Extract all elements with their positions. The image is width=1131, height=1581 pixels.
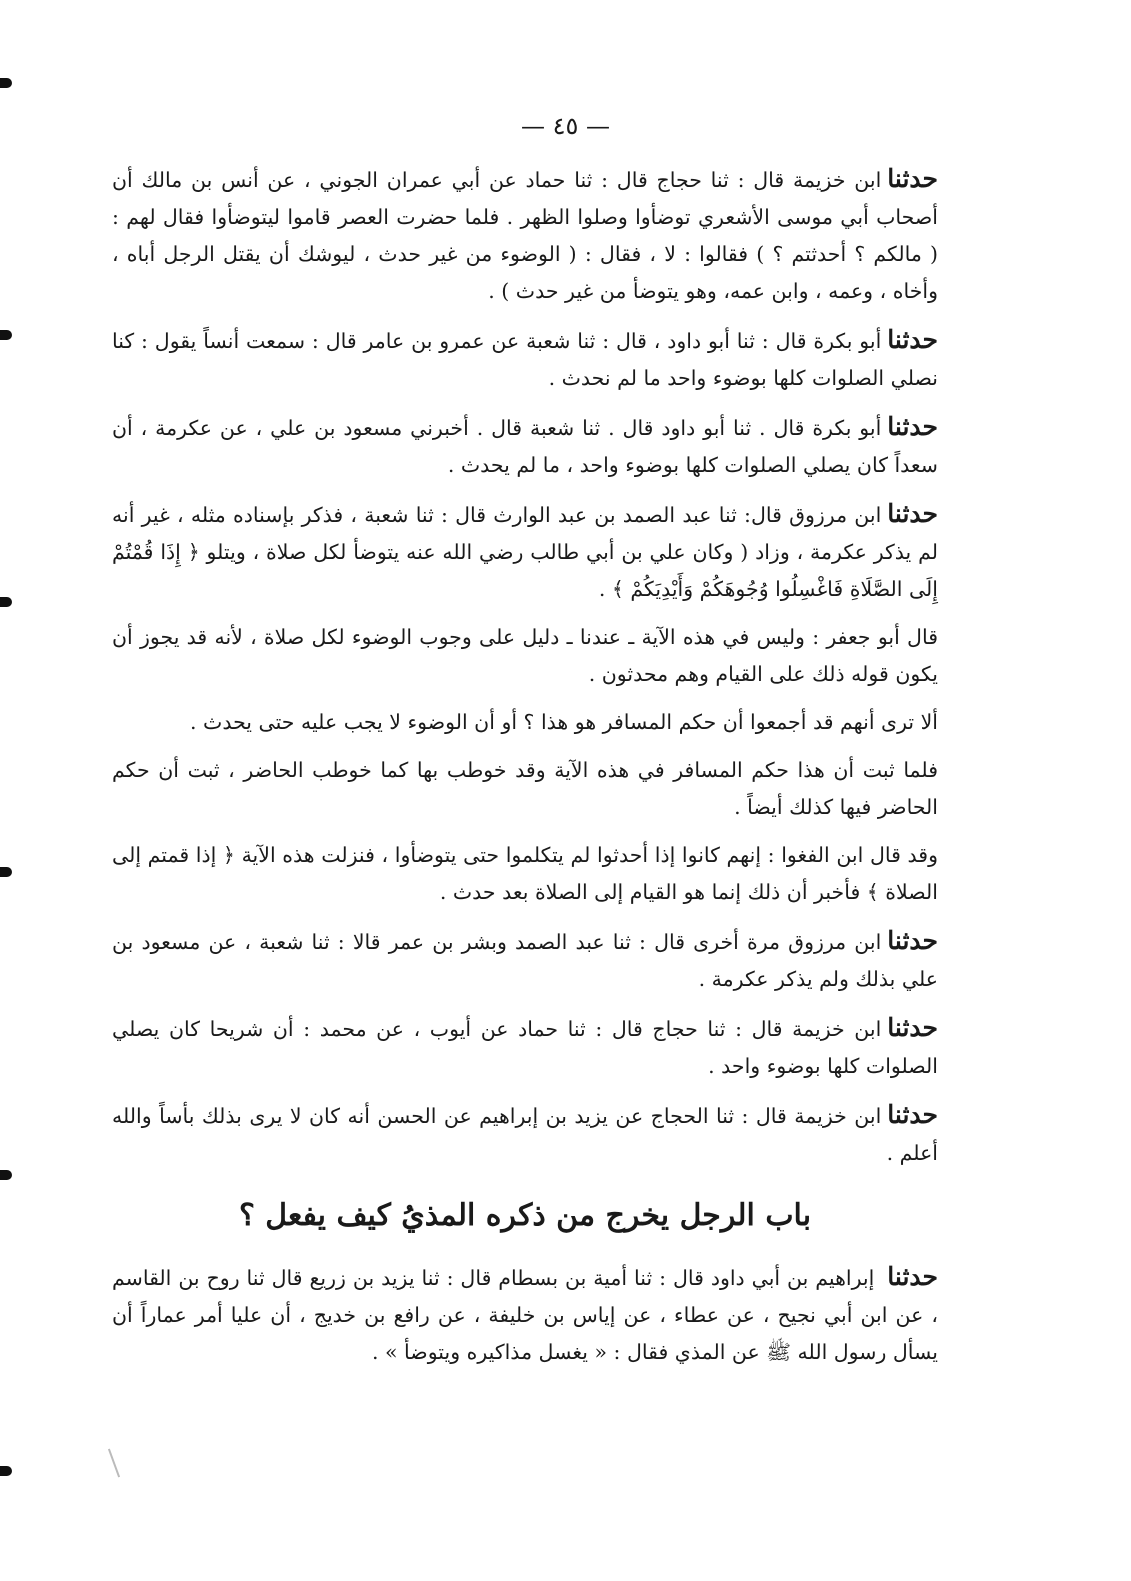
hadith-marker: حدثنا: [887, 926, 938, 955]
margin-mark: [0, 597, 12, 607]
paragraph: [112, 619, 938, 693]
paragraph: [112, 752, 938, 826]
final-paragraph: [112, 1258, 938, 1371]
paragraph-text: ابن مرزوق مرة أخرى قال : ثنا عبد الصمد وبشر بن عمر قالا : ثنا شعبة ، عن مسعود بن علي بذلك ولم يذكر عكرمة .: [112, 930, 938, 991]
margin-mark: [0, 1466, 12, 1476]
page-body: [112, 160, 938, 1382]
paragraph-text: أبو بكرة قال : ثنا أبو داود ، قال : ثنا شعبة عن عمرو بن عامر قال : سمعت أنساً يقول : كنا نصلي الصلوات كلها بوضوء واحد ما لم نحدث .: [112, 329, 938, 390]
paragraph-list: [112, 160, 938, 1172]
paragraph-text: ألا ترى أنهم قد أجمعوا أن حكم المسافر هو هذا ؟ أو أن الوضوء لا يجب عليه حتى يحدث .: [189, 710, 938, 734]
paragraph: [112, 922, 938, 998]
page-number: — ٤٥ —: [520, 112, 611, 140]
hadith-marker: حدثنا: [887, 499, 938, 528]
paragraph-text: فلما ثبت أن هذا حكم المسافر في هذه الآية وقد خوطب بها كما خوطب الحاضر ، ثبت أن حكم الحاضر فيها كذلك أيضاً .: [112, 758, 938, 819]
margin-mark: [0, 330, 12, 340]
paragraph: [112, 1009, 938, 1085]
paragraph-text: إبراهيم بن أبي داود قال : ثنا أمية بن بسطام قال : ثنا يزيد بن زريع قال ثنا روح بن القاسم ، عن ابن أبي نجيح ، عن عطاء ، عن إياس بن خليفة ، عن رافع بن خديج ، أن عليا أمر عماراً أن يسأل رسول الله ﷺ عن المذي فقال : « يغسل مذاكيره ويتوضأ » .: [112, 1266, 938, 1364]
hadith-marker: حدثنا: [887, 1100, 938, 1129]
paragraph: [112, 837, 938, 911]
paragraph: [112, 1096, 938, 1172]
chapter-title: باب الرجل يخرج من ذكره المذيُ كيف يفعل ؟: [238, 1198, 812, 1233]
paragraph-text: ابن خزيمة قال : ثنا حجاج قال : ثنا حماد عن أيوب ، عن محمد : أن شريحا كان يصلي الصلوات كلها بوضوء واحد .: [112, 1017, 938, 1078]
paragraph: [112, 321, 938, 397]
paragraph: [112, 704, 938, 741]
margin-mark: [0, 1170, 12, 1180]
hadith-marker: حدثنا: [887, 1262, 938, 1291]
hadith-marker: حدثنا: [887, 412, 938, 441]
paragraph: [112, 408, 938, 484]
margin-mark: [0, 78, 12, 88]
hadith-marker: حدثنا: [887, 164, 938, 193]
hadith-marker: حدثنا: [887, 1013, 938, 1042]
paragraph-text: أبو بكرة قال . ثنا أبو داود قال . ثنا شعبة قال . أخبرني مسعود بن علي ، عن عكرمة ، أن سعداً كان يصلي الصلوات كلها بوضوء واحد ، ما لم يحدث .: [112, 416, 938, 477]
paragraph-text: ابن خزيمة قال : ثنا حجاج قال : ثنا حماد عن أبي عمران الجوني ، عن أنس بن مالك أن أصحاب أبي موسى الأشعري توضأوا وصلوا الظهر . فلما حضرت العصر قاموا ليتوضأوا فقال لهم : ( مالكم ؟ أحدثتم ؟ ) فقالوا : لا ، فقال : ( الوضوء من غير حدث ، ليوشك أن يقتل الرجل أباه ، وأخاه ، وعمه ، وابن عمه، وهو يتوضأ من غير حدث ) .: [112, 168, 938, 303]
paragraph-text: قال أبو جعفر : وليس في هذه الآية ـ عندنا ـ دليل على وجوب الوضوء لكل صلاة ، لأنه قد يجوز أن يكون قوله ذلك على القيام وهم محدثون .: [112, 625, 938, 686]
paragraph: [112, 495, 938, 608]
margin-hairline: [108, 1449, 120, 1478]
paragraph-text: ابن مرزوق قال: ثنا عبد الصمد بن عبد الوارث قال : ثنا شعبة ، فذكر بإسناده مثله ، غير أنه لم يذكر عكرمة ، وزاد ( وكان علي بن أبي طالب رضي الله عنه يتوضأ لكل صلاة ، ويتلو ﴿ إِذَا قُمْتُمْ إِلَى الصَّلَاةِ فَاغْسِلُوا وُجُوهَكُمْ وَأَيْدِيَكُمْ ﴾ .: [112, 503, 938, 601]
hadith-marker: حدثنا: [887, 325, 938, 354]
paragraph-text: ابن خزيمة قال : ثنا الحجاج عن يزيد بن إبراهيم عن الحسن أنه كان لا يرى بذلك بأساً والله أعلم .: [112, 1104, 938, 1165]
paragraph-text: وقد قال ابن الفغوا : إنهم كانوا إذا أحدثوا لم يتكلموا حتى يتوضأوا ، فنزلت هذه الآية ﴿ إذا قمتم إلى الصلاة ﴾ فأخبر أن ذلك إنما هو القيام إلى الصلاة بعد حدث .: [112, 843, 938, 904]
paragraph: [112, 160, 938, 310]
margin-mark: [0, 867, 12, 877]
